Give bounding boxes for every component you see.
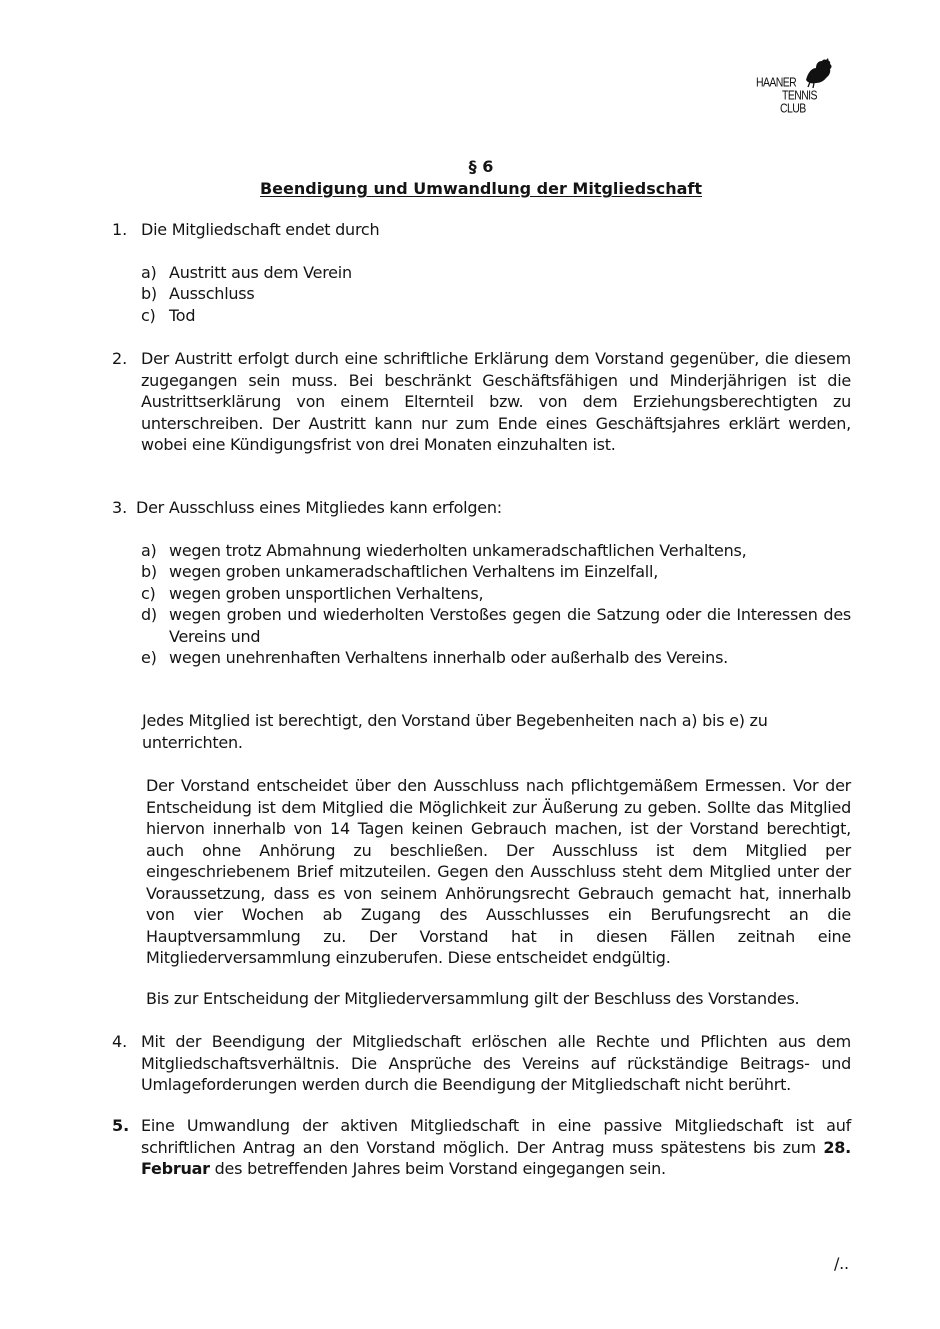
list-item-text: wegen groben unkameradschaftlichen Verhaltens im Einzelfall, — [169, 562, 659, 581]
list-item-text: wegen unehrenhaften Verhaltens innerhalb oder außerhalb des Vereins. — [169, 648, 728, 667]
list-item-label: c) — [141, 306, 156, 325]
club-logo — [752, 58, 842, 117]
list-item-label: d) — [141, 605, 157, 624]
list-item-label: b) — [141, 562, 157, 581]
section-5-text-after: des betreffenden Jahres beim Vorstand eingegangen sein. — [209, 1159, 666, 1178]
list-item-text: Ausschluss — [169, 284, 255, 303]
list-item — [141, 305, 195, 327]
section-3-intro: Der Ausschluss eines Mitgliedes kann erfolgen: — [136, 498, 502, 517]
list-item — [141, 540, 746, 562]
list-item — [141, 583, 483, 605]
section-heading — [0, 156, 940, 200]
logo-line-tennis: TENNIS — [782, 88, 817, 104]
logo-line-haaner: HAANER — [756, 75, 797, 91]
list-item-label: e) — [141, 648, 157, 667]
item-number-4: 4. — [112, 1032, 128, 1051]
rooster-icon — [802, 58, 836, 88]
list-item-text: wegen groben und wiederholten Verstoßes gegen die Satzung oder die Interessen des Vereins und — [169, 605, 851, 646]
section-5-text-before: Eine Umwandlung der aktiven Mitgliedschaft in eine passive Mitgliedschaft ist auf schriftlichen Antrag an den Vorstand möglich. Der Antrag muss spätestens bis zum — [141, 1116, 851, 1157]
list-item — [141, 262, 352, 284]
list-item — [141, 283, 254, 305]
section-1-intro: Die Mitgliedschaft endet durch — [141, 220, 380, 239]
list-item-text: Austritt aus dem Verein — [169, 263, 352, 282]
section-3-paragraph-2: Der Vorstand entscheidet über den Ausschluss nach pflichtgemäßem Ermessen. Vor der Entscheidung ist dem Mitglied die Möglichkeit zur Äußerung zu geben. Sollte das Mitglied hiervon innerhalb von 14 Tagen keinen Gebrauch machen, ist der Vorstand berechtigt, auch ohne Anhörung zu beschließen. Der Ausschluss ist dem Mitglied per eingeschriebenem Brief mitzuteilen. Gegen den Ausschluss steht dem Mitglied unter der Voraussetzung, dass es von seinem Anhörungsrecht Gebrauch gemacht hat, innerhalb von vier Wochen ab Zugang des Ausschlusses ein Berufungsrecht an die Hauptversammlung zu. Der Vorstand hat in diesen Fällen zeitnah eine Mitgliederversammlung einzuberufen. Diese entscheidet endgültig. — [146, 776, 851, 967]
item-number-1: 1. — [112, 220, 128, 239]
section-5-text — [141, 1115, 851, 1180]
section-3-paragraph-3: Bis zur Entscheidung der Mitgliederversammlung gilt der Beschluss des Vorstandes. — [146, 989, 800, 1008]
item-number-5: 5. — [112, 1116, 130, 1135]
list-item-label: c) — [141, 584, 156, 603]
list-item — [141, 561, 658, 583]
continuation-marker: /.. — [834, 1254, 849, 1273]
list-item — [141, 647, 728, 669]
section-2-text: Der Austritt erfolgt durch eine schriftliche Erklärung dem Vorstand gegenüber, die diesem zugegangen sein muss. Bei beschränkt Geschäftsfähigen und Minderjährigen ist die Austrittserklärung von einem Elternteil bzw. von dem Erziehungsberechtigten zu unterschreiben. Der Austritt kann nur zum Ende eines Geschäftsjahres erklärt werden, wobei eine Kündigungsfrist von drei Monaten einzuhalten ist. — [141, 349, 851, 454]
section-3-paragraph-1: Jedes Mitglied ist berechtigt, den Vorstand über Begebenheiten nach a) bis e) zu unterrichten. — [142, 711, 768, 752]
deadline-date: 28. Februar — [141, 1137, 851, 1178]
list-item-label: a) — [141, 263, 157, 282]
list-item-label: a) — [141, 541, 157, 560]
logo-line-club: CLUB — [780, 101, 806, 117]
page-title: Beendigung und Umwandlung der Mitgliedschaft — [259, 179, 702, 198]
paragraph-number: § 6 — [468, 157, 494, 176]
section-4-text: Mit der Beendigung der Mitgliedschaft erlöschen alle Rechte und Pflichten aus dem Mitgliedschaftsverhältnis. Die Ansprüche des Vereins auf rückständige Beitrags- und Umlageforderungen werden durch die Beendigung der Mitgliedschaft nicht berührt. — [141, 1032, 851, 1094]
list-item-label: b) — [141, 284, 157, 303]
list-item-text: wegen groben unsportlichen Verhaltens, — [169, 584, 484, 603]
item-number-2: 2. — [112, 349, 128, 368]
list-item-text: Tod — [169, 306, 196, 325]
list-item-text: wegen trotz Abmahnung wiederholten unkameradschaftlichen Verhaltens, — [169, 541, 747, 560]
item-number-3: 3. — [112, 498, 128, 517]
